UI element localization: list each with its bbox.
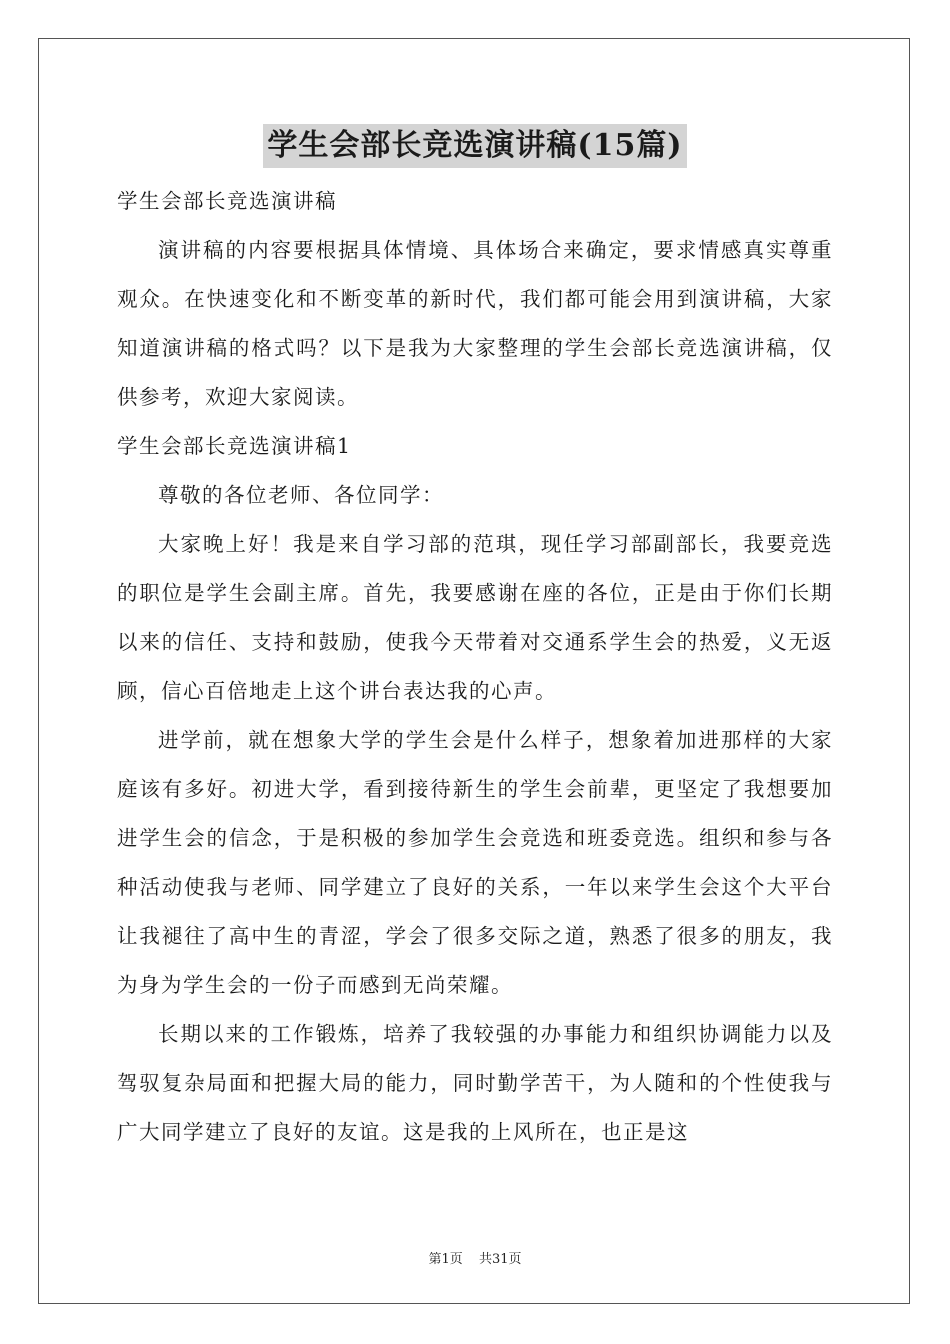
body-paragraph: 演讲稿的内容要根据具体情境、具体场合来确定，要求情感真实尊重观众。在快速变化和不断变革的新时代，我们都可能会用到演讲稿，大家知道演讲稿的格式吗？以下是我为大家整理的学生会部长竞选演讲稿，仅供参考，欢迎大家阅读。	[117, 238, 833, 409]
body-paragraph: 大家晚上好！我是来自学习部的范琪，现任学习部副部长，我要竞选的职位是学生会副主席。首先，我要感谢在座的各位，正是由于你们长期以来的信任、支持和鼓励，使我今天带着对交通系学生会的热爱，义无返顾，信心百倍地走上这个讲台表达我的心声。	[117, 532, 833, 703]
section-heading: 学生会部长竞选演讲稿1	[117, 434, 352, 458]
section-heading: 学生会部长竞选演讲稿	[117, 189, 337, 213]
body-paragraph: 进学前，就在想象大学的学生会是什么样子，想象着加进那样的大家庭该有多好。初进大学，看到接待新生的学生会前辈，更坚定了我想要加进学生会的信念，于是积极的参加学生会竞选和班委竞选。组织和参与各种活动使我与老师、同学建立了良好的关系，一年以来学生会这个大平台让我褪往了高中生的青涩，学会了很多交际之道，熟悉了很多的朋友，我为身为学生会的一份子而感到无尚荣耀。	[117, 728, 833, 997]
body-paragraph: 长期以来的工作锻炼，培养了我较强的办事能力和组织协调能力以及驾驭复杂局面和把握大局的能力，同时勤学苦干，为人随和的个性使我与广大同学建立了良好的友谊。这是我的上风所在，也正是这	[117, 1022, 833, 1144]
title-container	[0, 124, 950, 168]
document-title: 学生会部长竞选演讲稿(15篇)	[263, 124, 686, 168]
page-number: 第1页	[428, 1252, 463, 1267]
document-body	[117, 177, 833, 1157]
page-footer	[0, 1248, 950, 1267]
salutation-paragraph: 尊敬的各位老师、各位同学：	[158, 483, 444, 507]
page-total: 共31页	[478, 1252, 522, 1267]
